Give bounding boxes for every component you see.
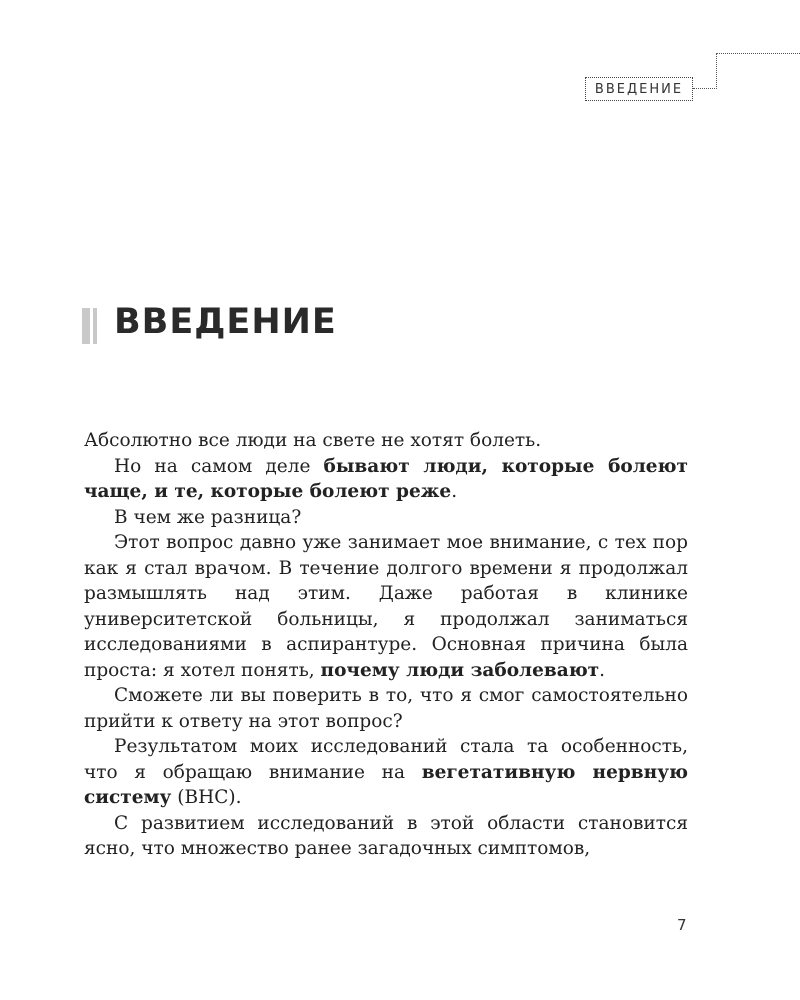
paragraph-text: (ВНС). <box>171 787 242 808</box>
paragraph-text: . <box>599 659 606 681</box>
header-corner-decoration <box>716 53 800 89</box>
paragraph-6 <box>84 734 688 811</box>
emphasis-text: бывают люди, которые болеют чаще, и те, которые болеют реже <box>84 455 688 502</box>
paragraph-text: С развитием исследований в этой области становится ясно, что множество ранее загадочных симптомов, <box>84 812 688 859</box>
body-text <box>84 428 688 862</box>
paragraph-1 <box>84 428 688 454</box>
paragraph-5 <box>84 683 688 734</box>
paragraph-2 <box>84 454 688 505</box>
paragraph-7 <box>84 811 688 862</box>
paragraph-text: Сможете ли вы поверить в то, что я смог самостоятельно прийти к ответу на этот вопрос? <box>84 685 688 732</box>
paragraph-text: Этот вопрос давно уже занимает мое внимание, с тех пор как я стал врачом. В течение долгого времени я продолжал размышлять над этим. Даже работая в клинике университетской больницы, я продолжал заниматься исследованиями в аспирантуре. Основная причина была проста: я хотел понять, <box>84 532 688 681</box>
page-number: 7 <box>677 916 687 934</box>
paragraph-text: . <box>451 481 458 502</box>
chapter-title: ВВЕДЕНИЕ <box>114 302 337 342</box>
paragraph-text: Результатом моих исследований стала та особенность, что я обращаю внимание на <box>84 736 688 783</box>
paragraph-text: Абсолютно все люди на свете не хотят болеть. <box>84 430 542 451</box>
emphasis-text: вегетативную нервную систему <box>84 761 689 808</box>
paragraph-4 <box>84 530 688 683</box>
paragraph-3 <box>84 505 688 531</box>
header-connector-line <box>693 88 717 89</box>
running-header-label: ВВЕДЕНИЕ <box>585 77 693 101</box>
emphasis-text: почему люди заболевают <box>320 659 600 681</box>
paragraph-text: Но на самом деле <box>114 455 324 477</box>
title-marker-icon <box>82 308 102 344</box>
paragraph-text: В чем же разница? <box>114 506 302 528</box>
